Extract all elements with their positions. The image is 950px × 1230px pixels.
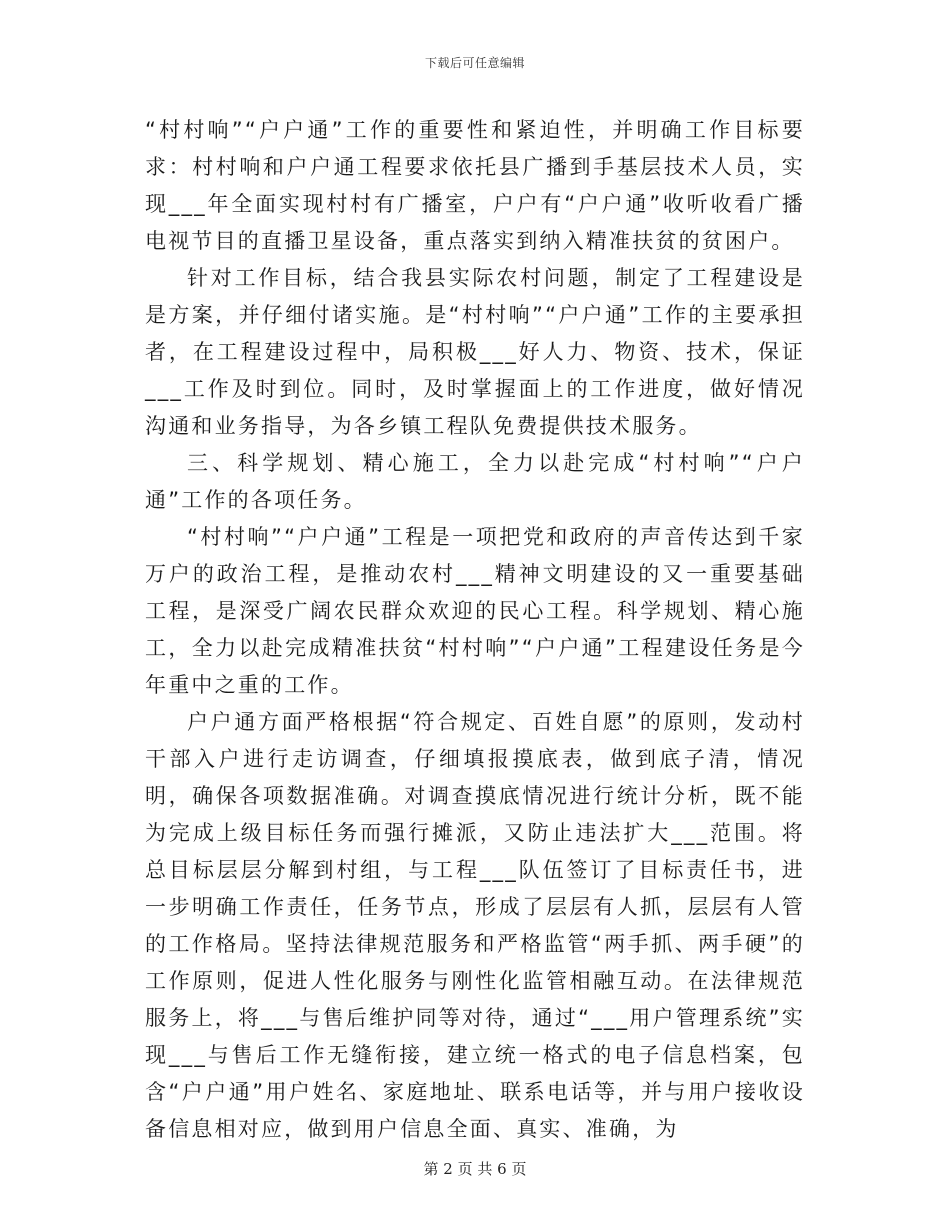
- paragraph-huhutong-implementation: 户户通方面严格根据“符合规定、百姓自愿”的原则，发动村干部入户进行走访调查，仔细填报摸底表，做到底子清，情况明，确保各项数据准确。对调查摸底情况进行统计分析，既不能为完成上级目标任务而强行摊派，又防止违法扩大___范围。将总目标层层分解到村组，与工程___队伍签订了目标责任书，进一步明确工作责任，任务节点，形成了层层有人抓，层层有人管的工作格局。坚持法律规范服务和严格监管“两手抓、两手硬”的工作原则，促进人性化服务与刚性化监管相融互动。在法律规范服务上，将___与售后维护同等对待，通过“___用户管理系统”实现___与售后工作无缝衔接，建立统一格式的电子信息档案，包含“户户通”用户姓名、家庭地址、联系电话等，并与用户接收设备信息相对应，做到用户信息全面、真实、准确，为: [145, 710, 805, 1141]
- header-note: 下载后可任意编辑: [424, 56, 525, 70]
- section-heading-three: 三、科学规划、精心施工，全力以赴完成“村村响”“户户通”工作的各项任务。: [145, 451, 805, 512]
- paragraph-project-significance: “村村响”“户户通”工程是一项把党和政府的声音传达到千家万户的政治工程，是推动农村___精神文明建设的又一重要基础工程，是深受广阔农民群众欢迎的民心工程。科学规划、精心施工，全力以赴完成精准扶贫“村村响”“户户通”工程建设任务是今年重中之重的工作。: [145, 525, 805, 697]
- document-body: [145, 112, 805, 1148]
- paragraph-continuation: “村村响”“户户通”工作的重要性和紧迫性，并明确工作目标要求：村村响和户户通工程要求依托县广播到手基层技术人员，实现___年全面实现村村有广播室，户户有“户户通”收听收看广播电视节目的直播卫星设备，重点落实到纳入精准扶贫的贫困户。: [145, 118, 805, 253]
- paragraph-work-target: 针对工作目标，结合我县实际农村问题，制定了工程建设是是方案，并仔细付诸实施。是“村村响”“户户通”工作的主要承担者，在工程建设过程中，局积极___好人力、物资、技术，保证___工作及时到位。同时，及时掌握面上的工作进度，做好情况沟通和业务指导，为各乡镇工程队免费提供技术服务。: [145, 266, 805, 438]
- page-number: 第 2 页 共 6 页: [423, 1160, 527, 1178]
